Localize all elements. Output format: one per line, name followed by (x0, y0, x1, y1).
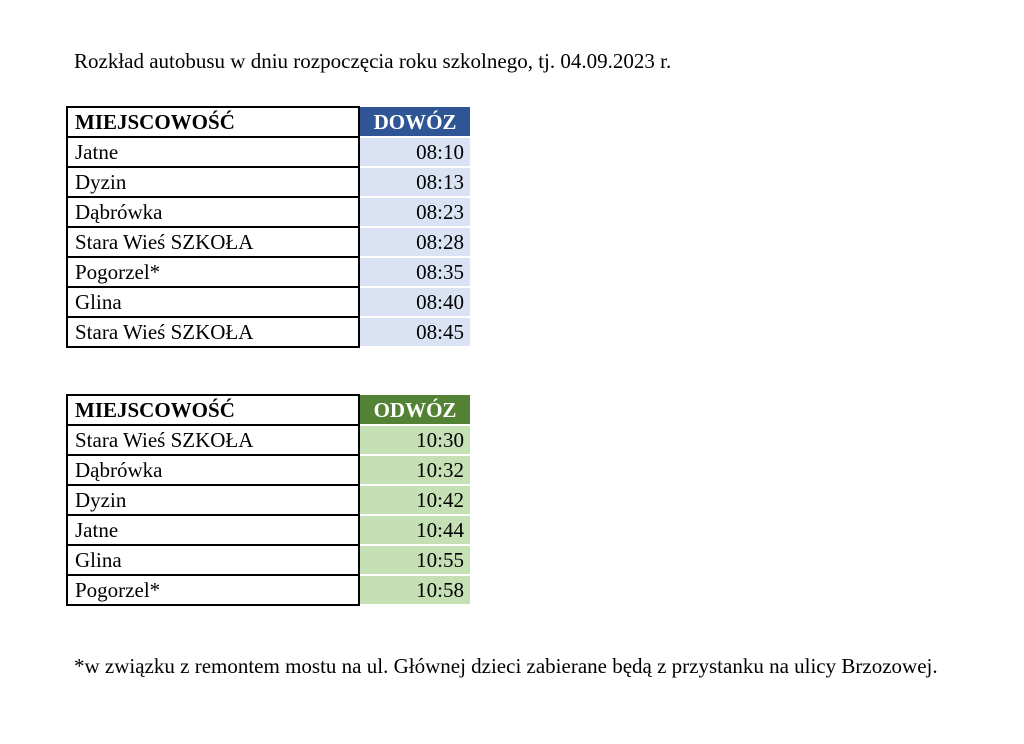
footnote: *w związku z remontem mostu na ul. Głównej dzieci zabierane będą z przystanku na ulicy Brzozowej. (74, 654, 938, 678)
table-row (67, 227, 470, 257)
time-cell: 08:23 (359, 197, 470, 227)
table-header-row (67, 107, 470, 137)
place-cell: Jatne (67, 515, 359, 545)
place-cell: Dąbrówka (67, 197, 359, 227)
time-cell: 08:40 (359, 287, 470, 317)
table-row (67, 287, 470, 317)
place-cell: Dyzin (67, 485, 359, 515)
place-cell: Dąbrówka (67, 455, 359, 485)
odwoz-table (66, 394, 470, 606)
place-cell: Glina (67, 287, 359, 317)
dowoz-table (66, 106, 470, 348)
table-row (67, 485, 470, 515)
document-title: Rozkład autobusu w dniu rozpoczęcia roku szkolnego, tj. 04.09.2023 r. (74, 49, 672, 73)
time-cell: 08:28 (359, 227, 470, 257)
table-row (67, 575, 470, 605)
table-header-row (67, 395, 470, 425)
time-cell: 10:32 (359, 455, 470, 485)
odwoz-column-header: ODWÓZ (359, 395, 470, 425)
place-cell: Dyzin (67, 167, 359, 197)
time-cell: 08:10 (359, 137, 470, 167)
table-row (67, 425, 470, 455)
place-cell: Pogorzel* (67, 575, 359, 605)
table-row (67, 455, 470, 485)
time-cell: 08:45 (359, 317, 470, 347)
table-row (67, 197, 470, 227)
table-row (67, 167, 470, 197)
time-cell: 10:55 (359, 545, 470, 575)
place-cell: Glina (67, 545, 359, 575)
place-cell: Pogorzel* (67, 257, 359, 287)
table-row (67, 137, 470, 167)
dowoz-column-header: DOWÓZ (359, 107, 470, 137)
place-column-header: MIEJSCOWOŚĆ (67, 395, 359, 425)
time-cell: 08:13 (359, 167, 470, 197)
place-cell: Stara Wieś SZKOŁA (67, 317, 359, 347)
table-row (67, 515, 470, 545)
time-cell: 10:30 (359, 425, 470, 455)
place-cell: Jatne (67, 137, 359, 167)
place-cell: Stara Wieś SZKOŁA (67, 227, 359, 257)
time-cell: 10:44 (359, 515, 470, 545)
time-cell: 10:42 (359, 485, 470, 515)
table-row (67, 545, 470, 575)
time-cell: 08:35 (359, 257, 470, 287)
time-cell: 10:58 (359, 575, 470, 605)
place-column-header: MIEJSCOWOŚĆ (67, 107, 359, 137)
place-cell: Stara Wieś SZKOŁA (67, 425, 359, 455)
table-row (67, 317, 470, 347)
table-row (67, 257, 470, 287)
